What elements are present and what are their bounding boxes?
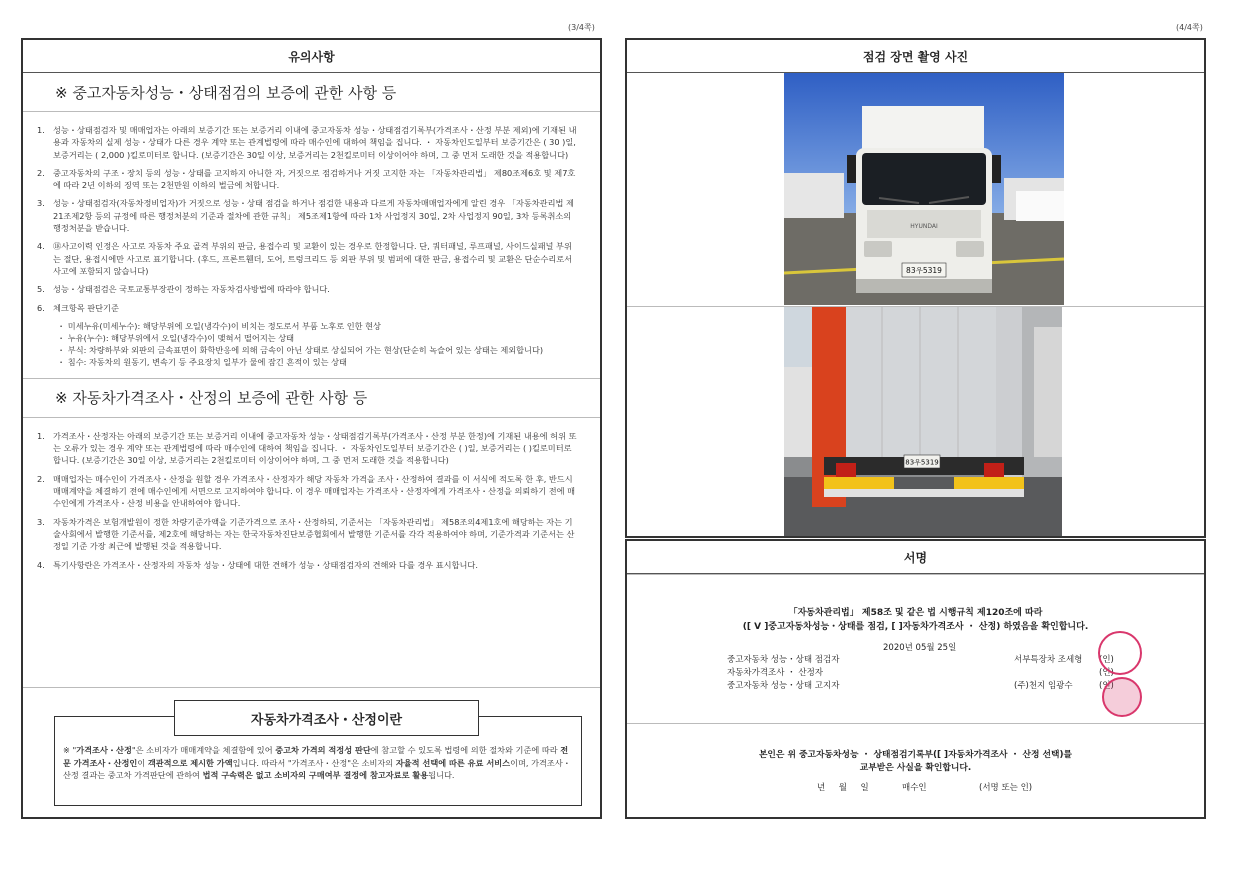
divider: [627, 574, 1204, 575]
notice-item: [37, 559, 578, 571]
photo-panel: [625, 38, 1206, 538]
signer-seal[interactable]: (인): [1099, 655, 1114, 665]
definition-text-part: 가격조사・산정: [76, 745, 132, 755]
law-line-1: 「자동차관리법」 제58조 및 같은 법 시행규칙 제120조에 따라: [788, 608, 1043, 618]
item-text: 매매업자는 매수인이 가격조사・산정을 원할 경우 가격조사・산정자가 해당 자동차 가격을 조사・산정하여 결과를 이 서식에 적도록 한 후, 반드시 매매계약을 체결하기 전에 매수인에게 서면으로 고지하여야 합니다. 이 경우 매매업자는 가격조사・산정자에게 가격조사・산정을 의뢰하기 전에 매수인에게 가격조사・산정 비용을 안내하여야 합니다.: [53, 473, 576, 509]
section1-list: [23, 112, 600, 314]
item-number: 4.: [37, 241, 45, 252]
page-number-right: (4/4쪽): [1176, 23, 1203, 32]
item-number: 3.: [37, 516, 45, 527]
divider: [627, 723, 1204, 724]
notice-item: [37, 167, 578, 192]
definition-text-part: 됩니다.: [428, 770, 455, 781]
definition-box-title: 자동차가격조사・산정이란: [174, 700, 479, 736]
plate-front: 83우5319: [906, 266, 942, 275]
definition-text-part: 에 참고할 수 있도록 법령에 의한 절차와 기준에 따라: [370, 745, 561, 755]
definition-text-part: 이: [137, 757, 148, 768]
section2-title: ※ 자동차가격조사・산정의 보증에 관한 사항 등: [55, 389, 368, 408]
signer-seal[interactable]: (인): [1099, 681, 1114, 691]
definition-text-part: 객관적으로 제시한 가액: [147, 757, 233, 768]
item-text: 자동차가격은 보험개발원이 정한 차량기준가액을 기준가격으로 조사・산정하되, 기준서는 「자동차관리법」 제58조의4제1호에 해당하는 자는 기술사회에서 발행한 기준서를, 제2호에 해당하는 자는 한국자동차진단보증협회에서 발행한 기준서를 각각 적용하여야 하며, 기준가격과 기준서는 산정일 기준 가장 최근에 발행된 것을 적용합니다.: [53, 516, 575, 552]
truck-rear-photo: [784, 307, 1062, 536]
notice-item: [37, 124, 578, 161]
signer-name: 서부특장차 조세형: [1014, 655, 1083, 665]
item-number: 4.: [37, 559, 45, 570]
signer-role: 자동차가격조사 ・ 산정자: [727, 668, 824, 678]
notice-item: [37, 473, 578, 510]
plate-rear: 83우5319: [905, 458, 939, 467]
divider: [23, 687, 600, 688]
item-number: 2.: [37, 167, 45, 178]
criteria-item: ・ 침수: 자동차의 원동기, 변속기 등 주요장치 일부가 물에 잠긴 흔적이 있는 상태: [57, 356, 347, 367]
definition-text-part: 자율적 선택에 따른 유료 서비스: [395, 757, 511, 768]
signer-rows: [727, 653, 1127, 692]
item-text: 중고자동차의 구조・장치 등의 성능・상태를 고지하지 아니한 자, 거짓으로 점검하거나 거짓 고지한 자는 「자동차관리법」 제80조제6호 및 제7호에 따라 2년 이하의 징역 또는 2천만원 이하의 벌금에 처합니다.: [53, 167, 576, 191]
criteria-item: ・ 미세누유(미세누수): 해당부위에 오일(냉각수)이 비치는 정도로서 부품 노후로 인한 현상: [57, 320, 381, 331]
item-text: 성능・상태점검자(자동차정비업자)가 거짓으로 성능・상태 점검을 하거나 점검한 내용과 다르게 자동차매매업자에게 알린 경우 「자동차관리법 제21조제2항 등의 규정에 따른 행정처분의 기준과 절차에 관한 규칙」 제5조제1항에 따라 1차 사업정지 30일, 2차 사업정지 90일, 3차 등록취소의 행정처분을 받습니다.: [53, 198, 574, 234]
definition-text-part: 이며, 가격조사・산정 결과는 중고차 가격판단에 관하여: [63, 757, 571, 781]
receipt-date: 년 월 일: [817, 783, 869, 793]
company-seal-stamp: [1098, 631, 1142, 675]
signer-role: 중고자동차 성능・상태 고지자: [727, 681, 840, 691]
definition-box-text: [63, 744, 573, 782]
page-number-left: (3/4쪽): [568, 23, 595, 32]
definition-text-part: "은 소비자가 매매계약을 체결함에 있어: [131, 745, 276, 755]
notice-header: 유의사항: [23, 40, 600, 73]
notice-item: [37, 197, 578, 234]
item-text: 성능・상태점검은 국토교통부장관이 정하는 자동차검사방법에 따라야 합니다.: [53, 284, 330, 295]
item-text: 가격조사・산정자는 아래의 보증기간 또는 보증거리 이내에 중고자동차 성능・상태점검기록부(가격조사・산정 부분 한정)에 기재된 내용에 허위 또는 오류가 있는 경우 계약 또는 관계법령에 따라 매수인에 대하여 책임을 집니다. ・ 자동차인도일부터 보증기간은 ( )일, 보증거리는 ( )킬로미터로 합니다. (보증기간은 30일 이상, 보증거리는 2천킬로미터 이상이어야 하며, 그 중 먼저 도래한 것을 적용합니다): [53, 430, 577, 466]
signer-name: (주)천지 임광수: [1014, 681, 1073, 691]
signer-seal[interactable]: (인): [1099, 668, 1114, 678]
item-number: 6.: [37, 302, 45, 313]
company-seal-stamp: [1102, 677, 1142, 717]
notice-item: [37, 302, 578, 314]
section1-sublist: [23, 320, 600, 378]
law-line-2: ([ V ]중고자동차성능・상태를 점검, [ ]자동차가격조사 ・ 산정) 하였음을 확인합니다.: [742, 622, 1089, 632]
confirm-line-1: 본인은 위 중고자동차성능 ・ 상태점검기록부([ ]자동차가격조사 ・ 산정 선택)를: [758, 750, 1073, 760]
notice-panel: [21, 38, 602, 819]
signature-header: 서명: [627, 541, 1204, 574]
photo-header: 점검 장면 촬영 사진: [627, 40, 1204, 73]
truck-rear-illustration: [784, 307, 1062, 536]
item-text: 체크항목 판단기준: [53, 302, 119, 313]
criteria-item: ・ 부식: 차량하부와 외판의 금속표면이 화학반응에 의해 금속이 아닌 상태로 상실되어 가는 현상(단순히 녹슬어 있는 상태는 제외합니다): [57, 344, 544, 355]
notice-item: [37, 283, 578, 295]
buyer-signature-field[interactable]: (서명 또는 인): [979, 783, 1033, 793]
item-number: 1.: [37, 430, 45, 441]
signer-row: [727, 653, 1127, 666]
item-number: 5.: [37, 284, 45, 295]
notice-item: [37, 240, 578, 277]
signer-row: [727, 679, 1127, 692]
notice-item: [37, 430, 578, 467]
definition-text-part: 중고차 가격의 적정성 판단: [275, 745, 371, 755]
definition-text-part: 입니다. 따라서 "가격조사・산정"은 소비자의: [232, 757, 396, 768]
buyer-label: 매수인: [902, 783, 927, 793]
item-number: 2.: [37, 473, 45, 484]
signer-role: 중고자동차 성능・상태 점검자: [727, 655, 840, 665]
confirm-line-2: 교부받은 사실을 확인합니다.: [859, 763, 972, 773]
truck-badge: HYUNDAI: [910, 223, 938, 230]
definition-text-part: ※ ": [63, 745, 77, 755]
section2-list: [23, 418, 600, 571]
item-text: ⑱사고이력 인정은 사고로 자동차 주요 골격 부위의 판금, 용접수리 및 교환이 있는 경우로 한정합니다. 단, 쿼터패널, 루프패널, 사이드실패널 부위는 절단, 용접시에만 사고로 표기합니다. (후드, 프론트휀더, 도어, 트렁크리드 등 외판 부위 및 범퍼에 대한 판금, 용접수리 및 교환은 단순수리로서 사고에 포함되지 않습니다): [53, 241, 573, 276]
truck-front-photo: [784, 73, 1064, 305]
signer-row: [727, 666, 1127, 679]
item-text: 성능・상태점검자 및 매매업자는 아래의 보증기간 또는 보증거리 이내에 중고자동차 성능・상태점검기록부(가격조사・산정 부분 제외)에 기재된 내용과 자동차의 실제 성능・상태가 다른 경우 계약 또는 관계법령에 따라 매수인에 대하여 책임을 집니다. ・ 자동차인도일부터 보증기간은 ( 30 )일, 보증거리는 ( 2,000 )킬로미터로 합니다. (보증기간은 30일 이상, 보증거리는 2천킬로미터 이상이어야 하며, 그 중 먼저 도래한 것을 적용합니다): [53, 125, 577, 160]
definition-text-part: 법적 구속력은 없고 소비자의 구매여부 결정에 참고자료로 활용: [202, 770, 429, 781]
signature-panel: [625, 539, 1206, 819]
item-text: 특기사항란은 가격조사・산정자의 자동차 성능・상태에 대한 견해가 성능・상태점검자의 견해와 다를 경우 표시합니다.: [53, 559, 478, 570]
section1-title: ※ 중고자동차성능・상태점검의 보증에 관한 사항 등: [55, 83, 397, 102]
definition-text-part: 전문 가격조사・산정인: [63, 745, 569, 768]
item-number: 3.: [37, 198, 45, 209]
sign-date: 2020년 05월 25일: [883, 643, 957, 653]
criteria-item: ・ 누유(누수): 해당부위에서 오일(냉각수)이 맺혀서 떨어지는 상태: [57, 332, 295, 343]
notice-item: [37, 516, 578, 553]
item-number: 1.: [37, 125, 45, 135]
truck-front-illustration: [784, 73, 1064, 305]
